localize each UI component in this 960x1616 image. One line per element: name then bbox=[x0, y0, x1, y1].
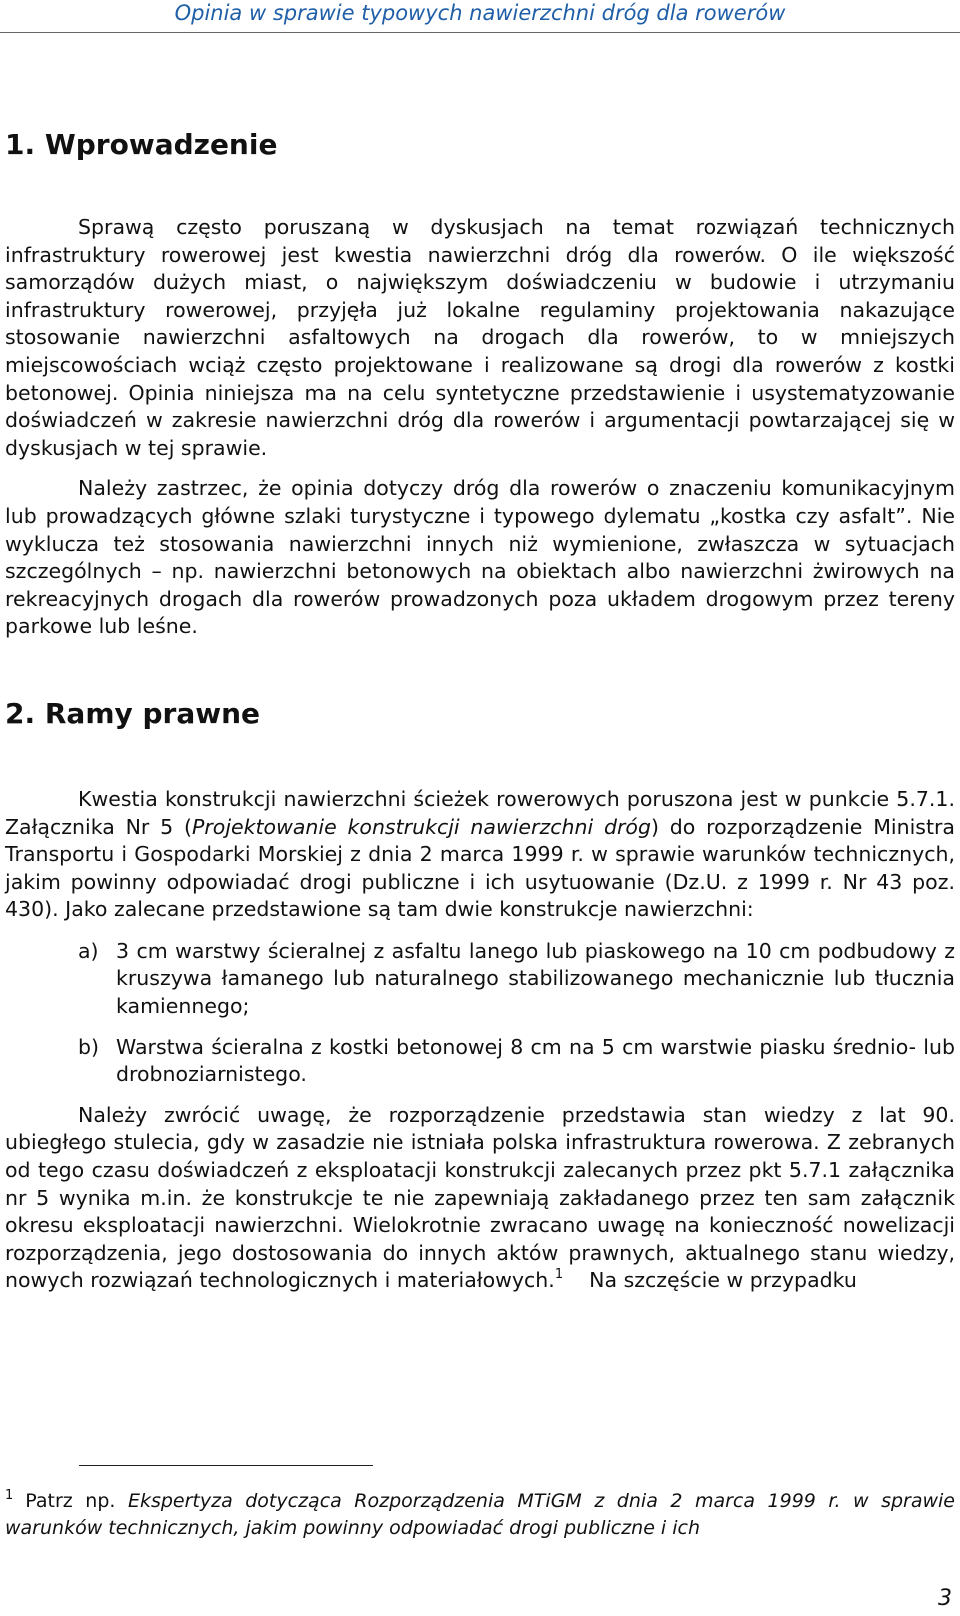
footnote-italic-text: Ekspertyza dotycząca Rozporządzenia MTiGM z dnia 2 marca 1999 r. w sprawie warunków technicznych, jakim powinny odpowiadać drogi publiczne i ich bbox=[5, 1490, 955, 1539]
section-2-heading: 2. Ramy prawne bbox=[5, 696, 261, 730]
section-1-paragraph-2: Należy zastrzec, że opinia dotyczy dróg dla rowerów o znaczeniu komunikacyjnym lub prowadzących główne szlaki turystyczne i typowego dylematu „kostka czy asfalt”. Nie wyklucza też stosowania nawierzchni innych niż wymienione, zwłaszcza w sytuacjach szczególnych – np. nawierzchni betonowych na obiektach albo nawierzchni żwirowych na rekreacyjnych drogach dla rowerów prowadzonych poza układem drogowym przez tereny parkowe lub leśne. bbox=[5, 476, 955, 639]
list-item bbox=[5, 1034, 955, 1089]
document-body bbox=[5, 128, 955, 1295]
footnote-reference[interactable]: 1 bbox=[554, 1267, 564, 1283]
list-marker: b) bbox=[78, 1034, 100, 1059]
paragraph-text: Należy zwrócić uwagę, że rozporządzenie przedstawia stan wiedzy z lat 90. ubiegłego stulecia, gdy w zasadzie nie istniała polska infrastruktura rowerowa. Z zebranych od tego czasu doświadczeń z eksploatacji konstrukcji zalecanych przez pkt 5.7.1 załącznika nr 5 wynika m.in. że konstrukcje te nie zapewniają zakładanego przez ten sam załącznik okresu eksploatacji nawierzchni. Wielokrotnie zwracano uwagę na konieczność nowelizacji rozporządzenia, jego dostosowania do innych aktów prawnych, aktualnego stanu wiedzy, nowych rozwiązań technologicznych i materiałowych. bbox=[5, 1102, 955, 1293]
list-item-text: 3 cm warstwy ścieralnej z asfaltu lanego lub piaskowego na 10 cm podbudowy z kruszywa łamanego lub naturalnego stabilizowanego mechanicznie lub tłucznia kamiennego; bbox=[116, 938, 955, 1019]
section-1-heading: 1. Wprowadzenie bbox=[5, 128, 278, 161]
page-number: 3 bbox=[938, 1586, 952, 1611]
section-2-paragraph-1 bbox=[5, 786, 955, 924]
paragraph-text: ) do rozporządzenie Ministra Transportu i Gospodarki Morskiej z dnia 2 marca 1999 r. w sprawie warunków technicznych, jakim powinny odpowiadać drogi publiczne i ich usytuowanie (Dz.U. z 1999 r. Nr 43 poz. 430). Jako zalecane przedstawione są tam dwie konstrukcje nawierzchni: bbox=[5, 814, 955, 922]
footnote-number: 1 bbox=[5, 1488, 14, 1503]
section-2-paragraph-2 bbox=[5, 1102, 955, 1295]
paragraph-text: Kwestia konstrukcji nawierzchni ścieżek rowerowych poruszona jest w punkcie 5.7.1. Załącznika Nr 5 ( bbox=[5, 786, 955, 839]
footnote-lead: Patrz np. bbox=[25, 1490, 128, 1512]
list-item bbox=[5, 938, 955, 1021]
construction-list bbox=[5, 938, 955, 1089]
document-title-italic: Projektowanie konstrukcji nawierzchni dróg bbox=[192, 814, 651, 839]
section-1-paragraph-1: Sprawą często poruszaną w dyskusjach na temat rozwiązań technicznych infrastruktury rowerowej jest kwestia nawierzchni dróg dla rowerów. O ile większość samorządów dużych miast, o największym doświadczeniu w budowie i utrzymaniu infrastruktury rowerowej, przyjęła już lokalne regulaminy projektowania nakazujące stosowanie nawierzchni asfaltowych na drogach dla rowerów, to w mniejszych miejscowościach wciąż często projektowane i realizowane są drogi dla rowerów z kostki betonowej. Opinia niniejsza ma na celu syntetyczne przedstawienie i usystematyzowanie doświadczeń w zakresie nawierzchni dróg dla rowerów i argumentacji powtarzającej się w dyskusjach w tej sprawie. bbox=[5, 215, 955, 460]
header-rule bbox=[0, 32, 960, 33]
list-marker: a) bbox=[78, 938, 99, 963]
list-item-text: Warstwa ścieralna z kostki betonowej 8 cm na 5 cm warstwie piasku średnio- lub drobnoziarnistego. bbox=[116, 1034, 955, 1087]
running-header: Opinia w sprawie typowych nawierzchni dróg dla rowerów bbox=[174, 1, 786, 25]
footnote bbox=[5, 1488, 955, 1542]
footnote-separator bbox=[79, 1465, 373, 1466]
paragraph-text: Na szczęście w przypadku bbox=[589, 1268, 857, 1293]
